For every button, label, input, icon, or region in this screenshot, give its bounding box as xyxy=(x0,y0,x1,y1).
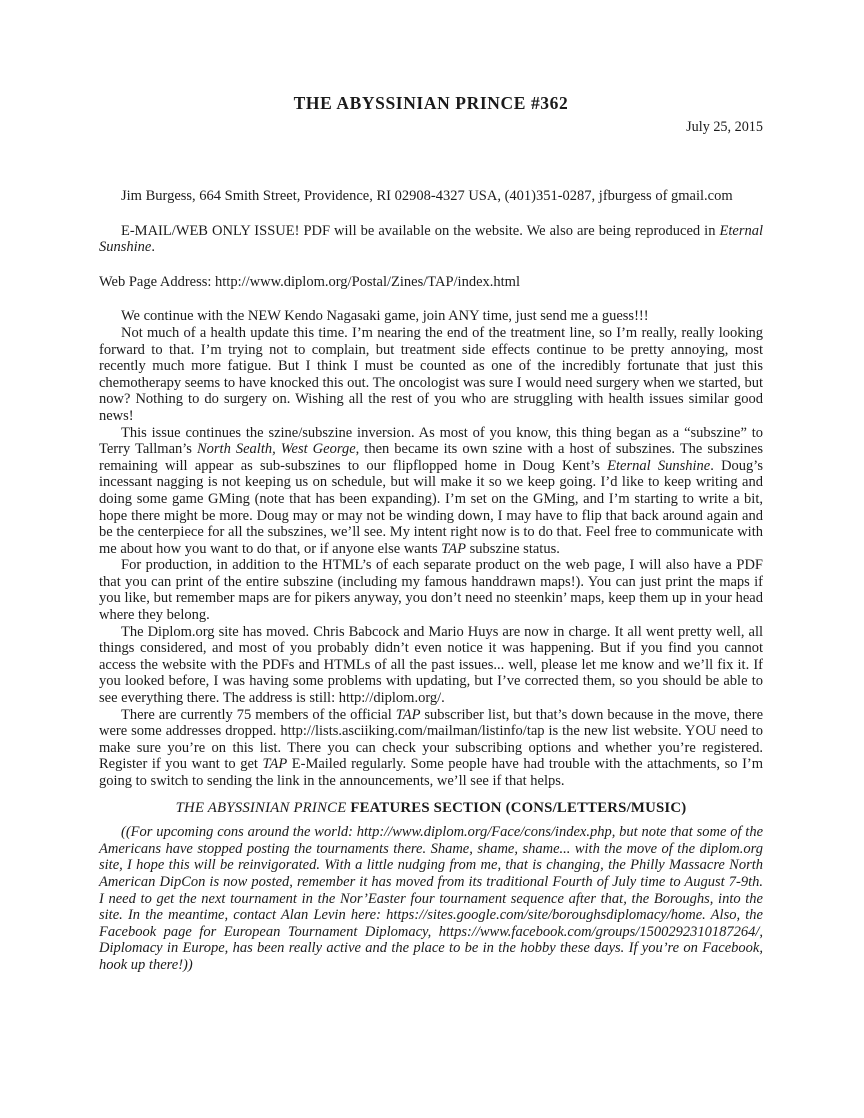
subscriber-list-paragraph xyxy=(99,707,763,790)
production-paragraph xyxy=(99,557,763,623)
features-section-heading xyxy=(99,800,763,817)
text-run: Eternal Sunshine xyxy=(607,457,711,474)
text-run: North Sealth, West George xyxy=(196,441,356,458)
contact-paragraph xyxy=(99,188,763,205)
health-update-paragraph xyxy=(99,325,763,425)
text-run: TAP xyxy=(441,540,466,557)
text-run: There are currently 75 members of the official xyxy=(121,706,396,723)
text-run: Jim Burgess, 664 Smith Street, Providence, RI 02908-4327 USA, (401)351-0287, jfburgess of gmail.com xyxy=(121,188,733,204)
text-run: , then became its own szine with a host of subszines. The subszines remaining will appear as sub-subszines to our flipflopped home in Doug Kent’s xyxy=(99,441,763,474)
szine-inversion-paragraph xyxy=(99,425,763,558)
web-address-paragraph xyxy=(99,274,763,291)
text-run: This issue continues the szine/subszine inversion. As most of you know, this thing began as a “subszine” to Terry Tallman’s xyxy=(99,424,763,458)
text-run: ((For upcoming cons around the world: http://www.diplom.org/Face/cons/index.php, but note that some of the Americans have stopped posting the tournaments there. Shame, shame, shame... with the move of the diplom.org site, I hope this will be reinvigorated. With a little nudging from me, that is changing, the Philly Massacre North American DipCon is now posted, remember it has moved from its traditional Fourth of July time to August 7-9th. I need to get the next tournament in the Nor’Easter four tournament sequence after that, the Boroughs, into the site. In the meantime, contact Alan Levin here: https://sites.google.com/site/boroughsdiplomacy/home. Also, the Facebook page for European Tournament Diplomacy, https://www.facebook.com/groups/1500292310187264/, Diplomacy in Europe, has been really active and the place to be in the hobby these days. If you’re on Facebook, hook up there!)) xyxy=(99,824,763,973)
text-run: THE ABYSSINIAN PRINCE xyxy=(175,799,347,816)
text-run: Web Page Address: http://www.diplom.org/Postal/Zines/TAP/index.html xyxy=(99,273,520,290)
text-run: The Diplom.org site has moved. Chris Babcock and Mario Huys are now in charge. It all went pretty well, all things considered, and most of you probably didn’t even notice it was happening. But if you find you cannot access the website with the PDFs and HTMLs of all the past issues... well, please let me know and we’ll fix it. If you looked before, I was having some problems with updating, but I’ve corrected them, so you should be able to see everything there. The address is still: http://diplom.org/. xyxy=(99,623,763,707)
text-run: E-MAIL/WEB ONLY ISSUE! PDF will be available on the website. We also are being reproduced in xyxy=(121,222,720,239)
document-content xyxy=(99,0,763,974)
text-run: For production, in addition to the HTML’s of each separate product on the web page, I will also have a PDF that you can print of the entire subszine (including my famous handdrawn maps!). You can just print the maps if you like, but remember maps are for pikers anyway, you don’t need no steenkin’ maps, keep them up in your head where they belong. xyxy=(99,557,763,624)
kendo-game-paragraph xyxy=(99,308,763,325)
text-run: subszine status. xyxy=(466,540,560,557)
diplom-site-paragraph xyxy=(99,624,763,707)
text-run: Eternal Sunshine xyxy=(99,222,763,256)
text-run: . xyxy=(151,239,155,256)
text-run: . Doug’s incessant nagging is not keeping us on schedule, but will make it so we keep going. I’d like to keep writing and doing some game GMing (note that has been expanding). I’m set on the GMing, and I’m starting to write a bit, hope there might be more. Doug may or may not be winding down, I may have to flip that back around again and be the centerpiece for all the subszines, we’ll see. My intent right now is to do that. Feel free to communicate with me about how you want to do that, or if anyone else wants xyxy=(99,457,763,557)
text-run: Not much of a health update this time. I’m nearing the end of the treatment line, so I’m really, really looking forward to that. I’m trying not to complain, but treatment side effects continue to be pretty annoying, most recently much more fatigue. But I think I must be counted as one of the incredibly fortunate that just this chemotherapy seems to have knocked this out. The oncologist was sure I would need surgery when we started, but now? Nothing to do surgery on. Wishing all the rest of you who are struggling with health issues similar good news! xyxy=(99,324,763,424)
issue-date: July 25, 2015 xyxy=(686,119,763,135)
page-title: THE ABYSSINIAN PRINCE #362 xyxy=(293,93,569,113)
text-run: TAP xyxy=(395,706,421,723)
text-run: FEATURES SECTION (CONS/LETTERS/MUSIC) xyxy=(346,799,687,816)
document-body xyxy=(99,188,763,974)
text-run: TAP xyxy=(262,756,288,773)
text-run: We continue with the NEW Kendo Nagasaki game, join ANY time, just send me a guess!!! xyxy=(121,308,649,325)
upcoming-cons-paragraph xyxy=(99,824,763,973)
text-run: E-Mailed regularly. Some people have had trouble with the attachments, so I’m going to switch to sending the link in the announcements, we’ll see if that helps. xyxy=(99,756,764,789)
email-issue-paragraph xyxy=(99,223,763,256)
text-run: subscriber list, but that’s down because in the move, there were some addresses dropped. http://lists.asciiking.com/mailman/listinfo/tap is the new list website. YOU need to make sure you’re on this list. There you can check your subscribing options and whether you’re registered. Register if you want to get xyxy=(99,706,764,773)
